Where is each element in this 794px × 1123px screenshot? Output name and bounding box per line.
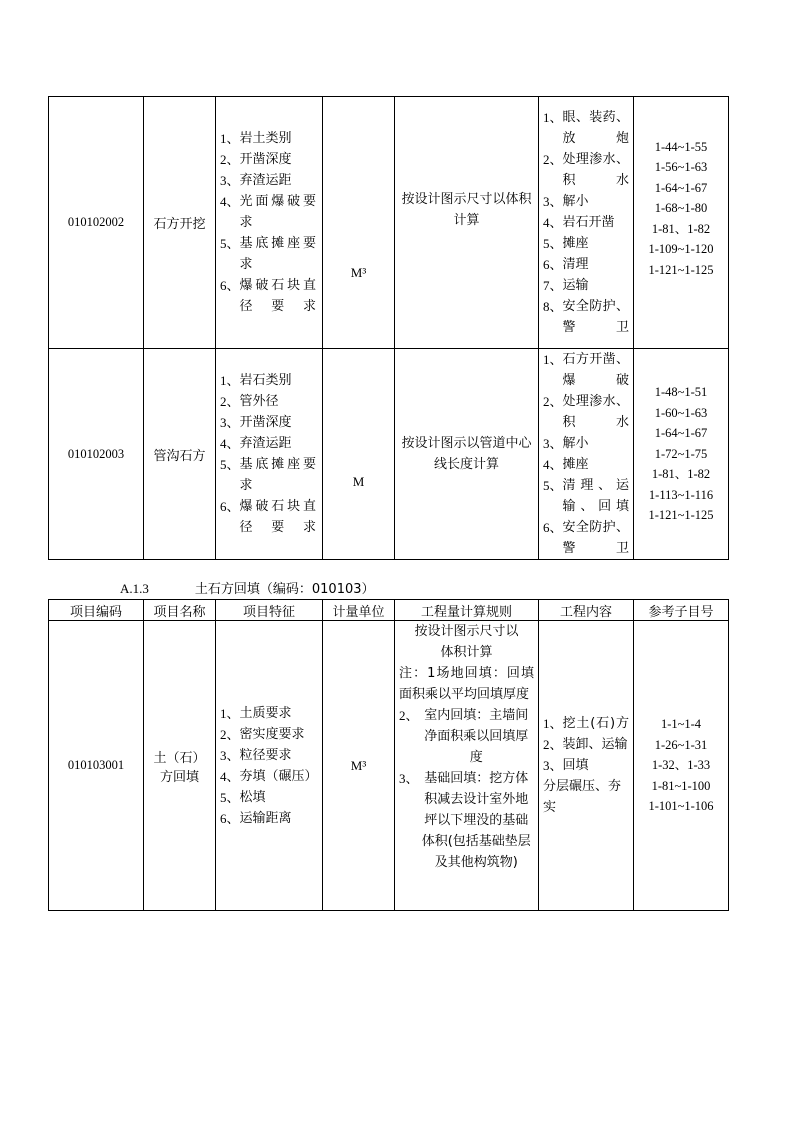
- reference-item: 1-72~1-75: [654, 446, 708, 461]
- list-item-text: 岩石开凿: [562, 215, 615, 230]
- list-item: [543, 349, 629, 391]
- list-item-text: 基底摊座要求: [239, 457, 316, 493]
- list-item-number: 2、: [543, 152, 563, 167]
- column-header: 项目名称: [144, 600, 216, 621]
- list-item: [543, 275, 629, 296]
- list-item-text: 清理: [562, 257, 589, 272]
- list-item-text: 摊座: [562, 236, 589, 251]
- reference-item: 1-121~1-125: [648, 508, 714, 523]
- list-item: [543, 149, 629, 191]
- list-item-text: 装卸、运输: [562, 737, 628, 752]
- column-header: 工程量计算规则: [395, 600, 539, 621]
- list-item-text: 运输距离: [239, 810, 292, 826]
- measure-unit: M³: [323, 97, 395, 349]
- work-list: [539, 349, 633, 559]
- list-item-number: 3、: [543, 758, 563, 773]
- list-item: [220, 170, 316, 191]
- table-row: [49, 621, 729, 911]
- list-item-text: 管外径: [239, 394, 279, 409]
- table-header: [49, 600, 729, 621]
- list-item-number: 2、: [543, 737, 563, 752]
- reference-item: 1-81、1-82: [651, 221, 711, 236]
- list-item-number: 1、: [220, 131, 240, 146]
- feature-list: [216, 128, 322, 317]
- list-item-number: 5、: [543, 236, 563, 251]
- reference-item: 1-1~1-4: [660, 717, 702, 732]
- work-content: [539, 97, 634, 349]
- item-code: 010102002: [49, 97, 144, 349]
- rule-note-2-text: 室内回填：主墙间净面积乘以回填厚度: [424, 708, 529, 765]
- list-item-number: 4、: [220, 436, 240, 451]
- list-item: [543, 454, 629, 475]
- list-item-text: 运输: [562, 278, 589, 293]
- item-features: [216, 349, 323, 560]
- work-content: [539, 349, 634, 560]
- list-item: [543, 517, 629, 559]
- reference-item: 1-64~1-67: [654, 180, 708, 195]
- reference-item: 1-26~1-31: [654, 737, 708, 752]
- column-header: 计量单位: [323, 600, 395, 621]
- list-item-text: 光面爆破要求: [239, 194, 316, 230]
- list-item-number: 1、: [543, 716, 563, 731]
- list-item-number: 4、: [220, 194, 240, 209]
- list-item: [220, 703, 316, 724]
- list-item-text: 开凿深度: [239, 152, 292, 167]
- rule-note-2-number: 2、: [399, 708, 419, 723]
- work-list: [539, 107, 633, 338]
- list-item: [220, 149, 316, 170]
- list-item: [543, 191, 629, 212]
- quota-table-continued: [48, 96, 729, 560]
- calculation-rule: 按设计图示以管道中心线长度计算: [395, 349, 539, 560]
- list-item: [543, 755, 629, 776]
- list-item-text: 挖土(石)方: [562, 716, 629, 731]
- work-extra: 分层碾压、夯实: [543, 779, 622, 815]
- list-item: [220, 454, 316, 496]
- reference-items: [634, 349, 729, 560]
- list-item-text: 摊座: [562, 457, 589, 472]
- list-item-text: 岩土类别: [239, 131, 292, 146]
- rule-note-3: [399, 768, 534, 873]
- list-item-number: 1、: [220, 373, 240, 388]
- list-item-text: 弃渣运距: [239, 173, 292, 188]
- list-item: [220, 412, 316, 433]
- section-number: A.1.3: [120, 581, 149, 596]
- list-item-text: 土质要求: [239, 705, 292, 721]
- reference-item: 1-32、1-33: [651, 758, 711, 773]
- list-item: [543, 475, 629, 517]
- list-item-text: 回填: [562, 758, 589, 773]
- list-item-number: 6、: [220, 810, 240, 826]
- list-item-text: 密实度要求: [239, 726, 305, 742]
- reference-item: 1-48~1-51: [654, 385, 708, 400]
- feature-list: [216, 370, 322, 538]
- list-item: [220, 724, 316, 745]
- list-item-number: 1、: [543, 110, 563, 125]
- list-item-number: 5、: [543, 478, 563, 493]
- list-item-text: 处理渗水、积水: [562, 394, 629, 430]
- list-item: [220, 808, 316, 829]
- list-item-text: 粒径要求: [239, 747, 292, 763]
- list-item-number: 3、: [543, 436, 563, 451]
- reference-item: 1-81、1-82: [651, 467, 711, 482]
- list-item-number: 3、: [220, 173, 240, 188]
- section-heading: [120, 578, 375, 597]
- list-item: [543, 713, 629, 734]
- list-item: [220, 370, 316, 391]
- reference-item: 1-68~1-80: [654, 201, 708, 216]
- list-item-text: 爆破石块直径要求: [239, 278, 316, 314]
- list-item: [543, 212, 629, 233]
- header-row: [49, 600, 729, 621]
- table-row: [49, 349, 729, 560]
- reference-item: 1-113~1-116: [648, 487, 714, 502]
- list-item: [543, 734, 629, 755]
- list-item-text: 解小: [562, 194, 589, 209]
- list-item-number: 5、: [220, 236, 240, 251]
- list-item-text: 处理渗水、积水: [562, 152, 629, 188]
- measure-unit: M: [323, 349, 395, 560]
- list-item-number: 2、: [220, 394, 240, 409]
- list-item-number: 3、: [543, 194, 563, 209]
- feature-list: [216, 703, 322, 829]
- rule-note-1: 注：1场地回填：回填面积乘以平均回填厚度: [399, 666, 534, 702]
- list-item: [543, 433, 629, 454]
- list-item: [220, 433, 316, 454]
- list-item-number: 5、: [220, 457, 240, 472]
- list-item-text: 眼、装药、放炮: [562, 110, 629, 146]
- list-item: [220, 275, 316, 317]
- list-item-number: 5、: [220, 789, 240, 805]
- list-item-text: 安全防护、警卫: [562, 520, 629, 556]
- list-item-text: 安全防护、警卫: [562, 299, 629, 335]
- reference-item: 1-64~1-67: [654, 426, 708, 441]
- item-name: 管沟石方: [144, 349, 216, 560]
- section-title: 土石方回填（编码：010103）: [194, 582, 375, 597]
- list-item: [543, 254, 629, 275]
- list-item-number: 2、: [220, 726, 240, 742]
- list-item-number: 2、: [543, 394, 563, 409]
- rule-note-3-text: 基础回填：挖方体积减去设计室外地坪以下埋没的基础体积(包括基础垫层及其他构筑物): [421, 771, 531, 870]
- list-item: [220, 128, 316, 149]
- list-item-text: 爆破石块直径要求: [239, 499, 316, 535]
- list-item: [543, 107, 629, 149]
- list-item-text: 岩石类别: [239, 373, 292, 388]
- item-name-text: 土（石）方回填: [153, 750, 206, 785]
- rule-main: 按设计图示尺寸以体积计算: [414, 624, 519, 660]
- list-item-text: 清理、运输、回填: [562, 478, 629, 514]
- list-item-text: 夯填（碾压）: [239, 768, 318, 784]
- calculation-rule: 按设计图示尺寸以体积计算: [395, 97, 539, 349]
- item-code: 010103001: [49, 621, 144, 911]
- list-item-number: 2、: [220, 152, 240, 167]
- reference-item: 1-56~1-63: [654, 160, 708, 175]
- item-name: [144, 621, 216, 911]
- list-item-text: 开凿深度: [239, 415, 292, 430]
- list-item-number: 7、: [543, 278, 563, 293]
- list-item: [220, 766, 316, 787]
- item-features: [216, 621, 323, 911]
- list-item-number: 4、: [220, 768, 240, 784]
- calculation-rule: [395, 621, 539, 911]
- reference-item: 1-121~1-125: [648, 262, 714, 277]
- list-item-number: 6、: [543, 520, 563, 535]
- measure-unit: M³: [323, 621, 395, 911]
- reference-item: 1-109~1-120: [648, 242, 714, 257]
- table-row: [49, 97, 729, 349]
- column-header: 项目编码: [49, 600, 144, 621]
- list-item-number: 1、: [543, 352, 563, 367]
- list-item: [220, 233, 316, 275]
- item-name: 石方开挖: [144, 97, 216, 349]
- rule-note-3-number: 3、: [399, 771, 419, 786]
- work-content: [539, 621, 634, 911]
- column-header: 工程内容: [539, 600, 634, 621]
- list-item: [543, 233, 629, 254]
- list-item: [543, 296, 629, 338]
- list-item-text: 弃渣运距: [239, 436, 292, 451]
- list-item-number: 6、: [220, 278, 240, 293]
- list-item-number: 6、: [220, 499, 240, 514]
- list-item-number: 6、: [543, 257, 563, 272]
- list-item-number: 1、: [220, 705, 240, 721]
- work-list: [539, 713, 633, 776]
- list-item: [220, 191, 316, 233]
- list-item-text: 松填: [239, 789, 266, 805]
- list-item: [220, 391, 316, 412]
- list-item-number: 4、: [543, 457, 563, 472]
- item-code: 010102003: [49, 349, 144, 560]
- list-item-number: 4、: [543, 215, 563, 230]
- reference-item: 1-101~1-106: [648, 799, 714, 814]
- list-item: [220, 496, 316, 538]
- backfill-table: [48, 599, 729, 911]
- list-item-number: 3、: [220, 415, 240, 430]
- list-item-number: 3、: [220, 747, 240, 763]
- reference-item: 1-81~1-100: [651, 778, 711, 793]
- column-header: 参考子目号: [634, 600, 729, 621]
- reference-items: [634, 97, 729, 349]
- table-body: [49, 621, 729, 911]
- list-item: [543, 391, 629, 433]
- list-item-text: 石方开凿、爆破: [562, 352, 629, 388]
- list-item: [220, 745, 316, 766]
- reference-item: 1-60~1-63: [654, 405, 708, 420]
- table-body: [49, 97, 729, 560]
- list-item-text: 基底摊座要求: [239, 236, 316, 272]
- list-item: [220, 787, 316, 808]
- column-header: 项目特征: [216, 600, 323, 621]
- list-item-number: 8、: [543, 299, 563, 314]
- item-features: [216, 97, 323, 349]
- reference-item: 1-44~1-55: [654, 139, 708, 154]
- rule-note-2: [399, 705, 534, 768]
- reference-items: [634, 621, 729, 911]
- list-item-text: 解小: [562, 436, 589, 451]
